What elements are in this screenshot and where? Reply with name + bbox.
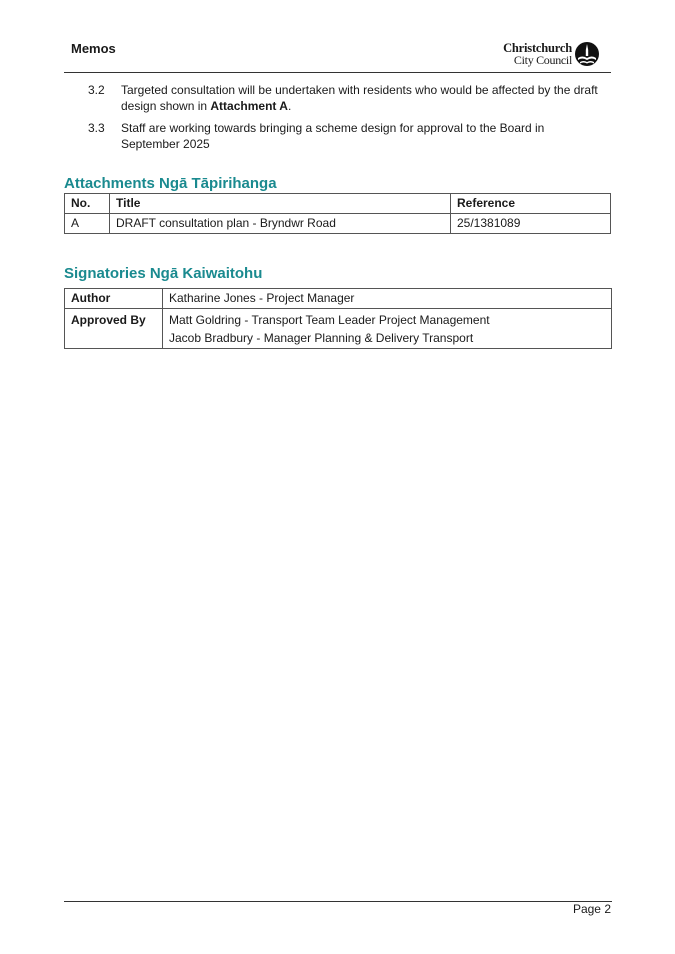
table-cell: A (65, 214, 110, 234)
approver-name: Matt Goldring - Transport Team Leader Project Management (169, 313, 490, 327)
table-cell: DRAFT consultation plan - Bryndwr Road (110, 214, 451, 234)
paragraph-text: Staff are working towards bringing a scheme design for approval to the Board in September 2025 (121, 121, 545, 151)
table-row (65, 309, 612, 349)
column-header: No. (65, 194, 110, 214)
council-logo (498, 41, 602, 69)
logo-line-1: Christchurch (503, 41, 572, 55)
header-label: Memos (71, 41, 116, 56)
approver-name: Jacob Bradbury - Manager Planning & Delivery Transport (169, 331, 474, 345)
paragraph-number: 3.3 (88, 121, 105, 135)
attachment-reference: Attachment A (210, 99, 288, 113)
paragraph-3-2 (88, 82, 608, 114)
table-row (65, 214, 611, 234)
approved-by-label: Approved By (65, 309, 163, 349)
column-header: Title (110, 194, 451, 214)
footer-rule (64, 901, 612, 902)
paragraph-text-part: . (287, 99, 292, 113)
paragraph-text-part: Targeted consultation will be undertaken with residents who would be affected by the draft design shown in (121, 83, 598, 113)
table-cell: 25/1381089 (451, 214, 611, 234)
column-header: Reference (451, 194, 611, 214)
author-label: Author (65, 289, 163, 309)
signatories-heading: Signatories Ngā Kaiwaitohu (64, 265, 263, 282)
author-value: Katharine Jones - Project Manager (163, 289, 612, 309)
logo-line-2: City Council (513, 53, 572, 67)
attachments-heading: Attachments Ngā Tāpirihanga (64, 175, 277, 192)
cathedral-icon (574, 41, 600, 67)
header-rule (64, 72, 611, 73)
paragraph-number: 3.2 (88, 83, 105, 97)
approved-by-value (163, 309, 612, 349)
table-header-row (65, 194, 611, 214)
table-row (65, 289, 612, 309)
signatories-table (64, 288, 612, 349)
page-number: Page 2 (572, 902, 611, 916)
paragraph-text (121, 82, 606, 114)
paragraph-3-3 (88, 120, 608, 152)
attachments-table (64, 193, 611, 234)
